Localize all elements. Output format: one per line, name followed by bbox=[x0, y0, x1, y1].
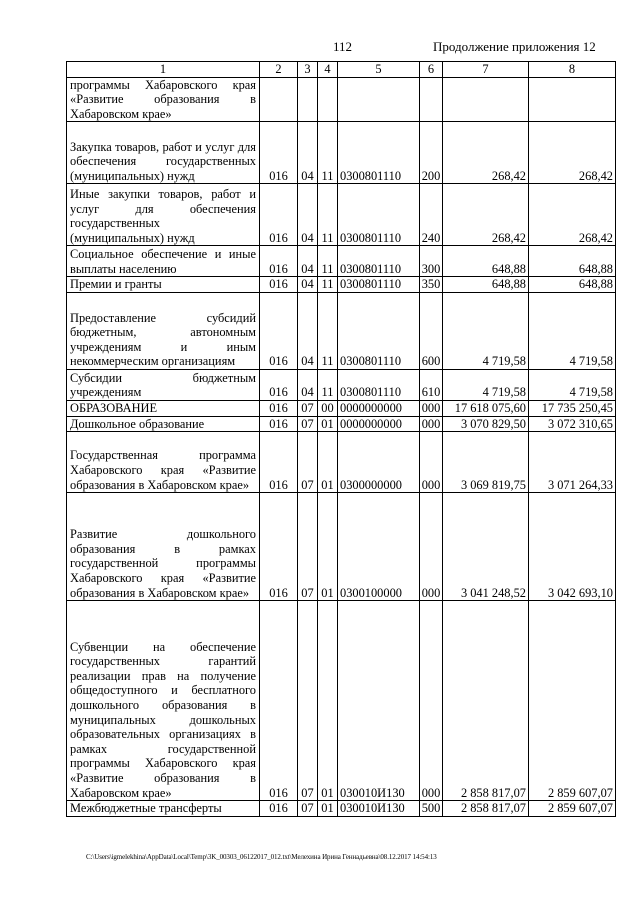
amount-col8-cell: 648,88 bbox=[529, 246, 616, 277]
target-article-cell: 0300801110 bbox=[338, 122, 420, 184]
amount-col8-cell: 3 071 264,33 bbox=[529, 432, 616, 493]
column-header: 6 bbox=[420, 62, 443, 78]
column-header: 7 bbox=[443, 62, 529, 78]
expense-type-cell: 000 bbox=[420, 400, 443, 416]
subsection-cell: 11 bbox=[318, 184, 338, 246]
subsection-cell: 01 bbox=[318, 432, 338, 493]
expense-type-cell: 000 bbox=[420, 601, 443, 801]
row-name-cell: Развитие дошкольного образования в рамках государственной программы Хабаровского края «Развитие образования в Хабаровском крае» bbox=[67, 493, 260, 601]
subsection-cell: 11 bbox=[318, 122, 338, 184]
amount-col8-cell: 2 859 607,07 bbox=[529, 801, 616, 817]
file-path-footer: C:\Users\igmelekhina\AppData\Local\Temp\3K_00303_06122017_012.txt\Мелехина Ирина Геннадьевна\08.12.2017 14:54:13 bbox=[86, 853, 437, 861]
row-name-cell: ОБРАЗОВАНИЕ bbox=[67, 400, 260, 416]
admin-code-cell bbox=[260, 77, 298, 122]
admin-code-cell: 016 bbox=[260, 369, 298, 400]
amount-col8-cell: 268,42 bbox=[529, 184, 616, 246]
subsection-cell: 01 bbox=[318, 416, 338, 432]
expense-type-cell: 610 bbox=[420, 369, 443, 400]
table-row bbox=[67, 493, 616, 601]
target-article-cell: 0000000000 bbox=[338, 416, 420, 432]
expense-type-cell: 000 bbox=[420, 432, 443, 493]
expense-type-cell: 000 bbox=[420, 416, 443, 432]
table-row bbox=[67, 416, 616, 432]
target-article-cell: 0300000000 bbox=[338, 432, 420, 493]
amount-col7-cell bbox=[443, 77, 529, 122]
table-row bbox=[67, 369, 616, 400]
section-cell: 04 bbox=[298, 184, 318, 246]
subsection-cell: 11 bbox=[318, 277, 338, 293]
section-cell bbox=[298, 77, 318, 122]
amount-col7-cell: 3 070 829,50 bbox=[443, 416, 529, 432]
row-name-cell: Субсидии бюджетным учреждениям bbox=[67, 369, 260, 400]
amount-col7-cell: 648,88 bbox=[443, 277, 529, 293]
section-cell: 04 bbox=[298, 369, 318, 400]
column-header: 1 bbox=[67, 62, 260, 78]
section-cell: 04 bbox=[298, 292, 318, 369]
admin-code-cell: 016 bbox=[260, 277, 298, 293]
admin-code-cell: 016 bbox=[260, 122, 298, 184]
table-row bbox=[67, 801, 616, 817]
amount-col8-cell: 4 719,58 bbox=[529, 292, 616, 369]
subsection-cell: 11 bbox=[318, 246, 338, 277]
amount-col7-cell: 17 618 075,60 bbox=[443, 400, 529, 416]
table-row bbox=[67, 246, 616, 277]
expense-type-cell bbox=[420, 77, 443, 122]
table-row bbox=[67, 184, 616, 246]
admin-code-cell: 016 bbox=[260, 292, 298, 369]
amount-col7-cell: 2 858 817,07 bbox=[443, 801, 529, 817]
amount-col7-cell: 2 858 817,07 bbox=[443, 601, 529, 801]
section-cell: 07 bbox=[298, 400, 318, 416]
admin-code-cell: 016 bbox=[260, 801, 298, 817]
row-name-cell: Социальное обеспечение и иные выплаты населению bbox=[67, 246, 260, 277]
admin-code-cell: 016 bbox=[260, 493, 298, 601]
target-article-cell: 0300100000 bbox=[338, 493, 420, 601]
section-cell: 07 bbox=[298, 416, 318, 432]
expense-type-cell: 000 bbox=[420, 493, 443, 601]
subsection-cell: 11 bbox=[318, 369, 338, 400]
section-cell: 07 bbox=[298, 432, 318, 493]
column-header: 2 bbox=[260, 62, 298, 78]
subsection-cell: 00 bbox=[318, 400, 338, 416]
subsection-cell: 11 bbox=[318, 292, 338, 369]
target-article-cell: 0300801110 bbox=[338, 184, 420, 246]
expense-type-cell: 200 bbox=[420, 122, 443, 184]
amount-col7-cell: 3 069 819,75 bbox=[443, 432, 529, 493]
expense-type-cell: 240 bbox=[420, 184, 443, 246]
section-cell: 07 bbox=[298, 493, 318, 601]
amount-col7-cell: 4 719,58 bbox=[443, 369, 529, 400]
target-article-cell: 030010И130 bbox=[338, 801, 420, 817]
amount-col8-cell: 268,42 bbox=[529, 122, 616, 184]
amount-col8-cell bbox=[529, 77, 616, 122]
section-cell: 04 bbox=[298, 246, 318, 277]
subsection-cell: 01 bbox=[318, 493, 338, 601]
row-name-cell: Субвенции на обеспечение государственных гарантий реализации прав на получение общедоступного и бесплатного дошкольного образования в муниципальных дошкольных образовательных организациях в рамках государственной программы Хабаровского края «Развитие образования в Хабаровском крае» bbox=[67, 601, 260, 801]
target-article-cell: 0000000000 bbox=[338, 400, 420, 416]
section-cell: 07 bbox=[298, 601, 318, 801]
target-article-cell bbox=[338, 77, 420, 122]
admin-code-cell: 016 bbox=[260, 432, 298, 493]
target-article-cell: 0300801110 bbox=[338, 369, 420, 400]
table-row bbox=[67, 77, 616, 122]
subsection-cell bbox=[318, 77, 338, 122]
table-row bbox=[67, 432, 616, 493]
expense-type-cell: 350 bbox=[420, 277, 443, 293]
row-name-cell: Межбюджетные трансферты bbox=[67, 801, 260, 817]
row-name-cell: Закупка товаров, работ и услуг для обеспечения государственных (муниципальных) нужд bbox=[67, 122, 260, 184]
expense-type-cell: 300 bbox=[420, 246, 443, 277]
column-header: 8 bbox=[529, 62, 616, 78]
amount-col7-cell: 268,42 bbox=[443, 184, 529, 246]
column-number-row bbox=[67, 62, 616, 78]
column-header: 4 bbox=[318, 62, 338, 78]
amount-col7-cell: 648,88 bbox=[443, 246, 529, 277]
table-row bbox=[67, 122, 616, 184]
budget-table bbox=[66, 61, 616, 817]
subsection-cell: 01 bbox=[318, 801, 338, 817]
table-row bbox=[67, 601, 616, 801]
target-article-cell: 0300801110 bbox=[338, 246, 420, 277]
row-name-cell: Дошкольное образование bbox=[67, 416, 260, 432]
amount-col8-cell: 648,88 bbox=[529, 277, 616, 293]
section-cell: 04 bbox=[298, 277, 318, 293]
row-name-cell: Иные закупки товаров, работ и услуг для обеспечения государственных (муниципальных) нужд bbox=[67, 184, 260, 246]
amount-col8-cell: 4 719,58 bbox=[529, 369, 616, 400]
subsection-cell: 01 bbox=[318, 601, 338, 801]
row-name-cell: программы Хабаровского края «Развитие образования в Хабаровском крае» bbox=[67, 77, 260, 122]
table-row bbox=[67, 277, 616, 293]
amount-col7-cell: 4 719,58 bbox=[443, 292, 529, 369]
column-header: 3 bbox=[298, 62, 318, 78]
amount-col7-cell: 268,42 bbox=[443, 122, 529, 184]
target-article-cell: 030010И130 bbox=[338, 601, 420, 801]
target-article-cell: 0300801110 bbox=[338, 292, 420, 369]
amount-col7-cell: 3 041 248,52 bbox=[443, 493, 529, 601]
amount-col8-cell: 17 735 250,45 bbox=[529, 400, 616, 416]
admin-code-cell: 016 bbox=[260, 246, 298, 277]
admin-code-cell: 016 bbox=[260, 184, 298, 246]
row-name-cell: Предоставление субсидий бюджетным, автономным учреждениям и иным некоммерческим организациям bbox=[67, 292, 260, 369]
expense-type-cell: 500 bbox=[420, 801, 443, 817]
table-row bbox=[67, 292, 616, 369]
section-cell: 07 bbox=[298, 801, 318, 817]
page-number: 112 bbox=[333, 39, 353, 54]
column-header: 5 bbox=[338, 62, 420, 78]
amount-col8-cell: 3 072 310,65 bbox=[529, 416, 616, 432]
section-cell: 04 bbox=[298, 122, 318, 184]
admin-code-cell: 016 bbox=[260, 400, 298, 416]
admin-code-cell: 016 bbox=[260, 601, 298, 801]
row-name-cell: Государственная программа Хабаровского края «Развитие образования в Хабаровском крае» bbox=[67, 432, 260, 493]
amount-col8-cell: 3 042 693,10 bbox=[529, 493, 616, 601]
admin-code-cell: 016 bbox=[260, 416, 298, 432]
row-name-cell: Премии и гранты bbox=[67, 277, 260, 293]
table-row bbox=[67, 400, 616, 416]
target-article-cell: 0300801110 bbox=[338, 277, 420, 293]
appendix-caption: Продолжение приложения 12 bbox=[433, 39, 596, 54]
amount-col8-cell: 2 859 607,07 bbox=[529, 601, 616, 801]
expense-type-cell: 600 bbox=[420, 292, 443, 369]
